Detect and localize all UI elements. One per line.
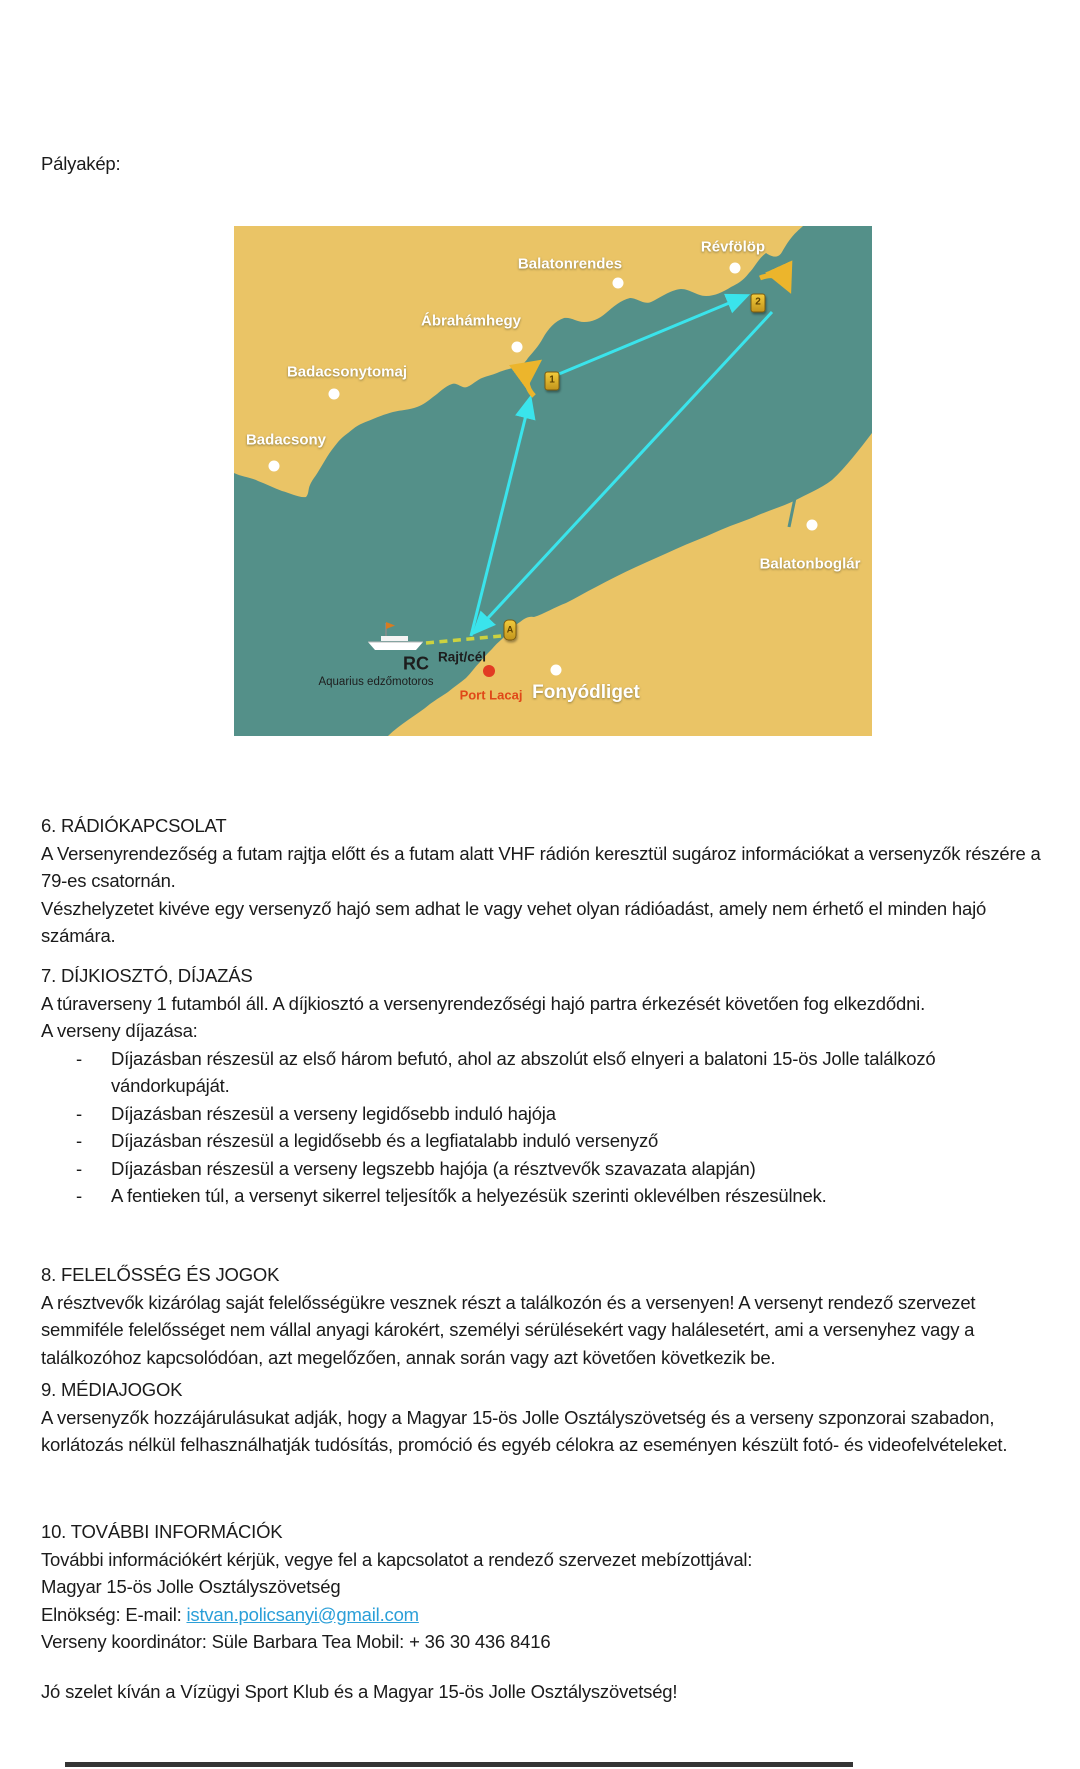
section-6-paragraph-2: Vészhelyzetet kivéve egy versenyző hajó sem adhat le vagy vehet olyan rádióadást, amely nem érhető el minden hajó számára. [41, 897, 987, 946]
closing-line: Jó szelet kíván a Vízügyi Sport Klub és a Magyar 15-ös Jolle Osztályszövetség! [41, 1681, 678, 1702]
email-link[interactable]: istvan.policsanyi@gmail.com [186, 1603, 419, 1625]
dot-revfolop [730, 263, 741, 274]
race-committee-boat [368, 622, 423, 650]
section-media [41, 1376, 1041, 1459]
mark2-rounding-arrow [760, 276, 788, 287]
label-start-finish: Rajt/cél [437, 649, 487, 665]
buoy-2: 2 [751, 294, 766, 313]
contact-email-line [41, 1601, 1041, 1629]
bullet-text: Díjazásban részesül a verseny legszebb hajója (a résztvevők szavazata alapján) [111, 1157, 756, 1179]
bullet-dash: - [76, 1130, 82, 1151]
bullet-dash: - [76, 1157, 82, 1179]
section-10-paragraph-2: Magyar 15-ös Jolle Osztályszövetség [41, 1576, 341, 1597]
course-map-caption: Pályakép: [41, 153, 121, 174]
bullet-text: Díjazásban részesül az első három befutó, ahol az abszolút első elnyeri a balatoni 15-ös Jolle találkozó vándorkupáját. [111, 1047, 936, 1096]
label-badacsony: Badacsony [245, 431, 327, 449]
dot-port-lacaj [483, 665, 495, 677]
start-finish-line [426, 636, 501, 643]
section-liability [41, 1261, 1041, 1371]
bullet-text: Díjazásban részesül a verseny legidősebb induló hajója [111, 1102, 556, 1124]
mark1-rounding-arrow [527, 364, 536, 396]
list-item [41, 1100, 1041, 1128]
buoy-1: 1 [545, 372, 560, 391]
label-badacsonytomaj: Badacsonytomaj [286, 363, 408, 381]
bullet-text: A fentieken túl, a versenyt sikerrel teljesítők a helyezésük szerinti oklevélben részesülnek. [111, 1185, 827, 1206]
dot-fonyodliget [551, 665, 562, 676]
section-7-paragraph-2: A verseny díjazása: [41, 1020, 198, 1041]
section-info [41, 1518, 1041, 1656]
section-9-paragraph-1: A versenyzők hozzájárulásukat adják, hogy a Magyar 15-ös Jolle Osztályszövetség és a verseny szponzorai szabadon, korlátozás nélkül felhasználhatják tudósítás, promóció és egyéb célokra az eseményen készült fotó- és videofelvételeket. [41, 1406, 1008, 1455]
section-10-paragraph-1: További információkért kérjük, vegye fel a kapcsolatot a rendező szervezet mebízottjával: [41, 1548, 753, 1570]
label-port-lacaj: Port Lacaj [459, 687, 523, 703]
section-10-heading: 10. TOVÁBBI INFORMÁCIÓK [41, 1521, 283, 1542]
section-8-heading: 8. FELELŐSSÉG ÉS JOGOK [41, 1264, 280, 1285]
section-9-heading: 9. MÉDIAJOGOK [41, 1379, 183, 1400]
section-6-paragraph-1: A Versenyrendezőség a futam rajtja előtt és a futam alatt VHF rádión keresztül sugároz információkat a versenyzők részére a 79-es csatornán. [41, 842, 1041, 891]
course-leg-1 [471, 399, 530, 636]
label-balatonrendes: Balatonrendes [517, 255, 623, 273]
label-balatonboglar: Balatonboglár [759, 555, 861, 573]
course-map-graphic [234, 226, 872, 736]
label-revfolop: Révfölöp [700, 238, 766, 256]
section-7-paragraph-1: A túraverseny 1 futamból áll. A díjkiosztó a versenyrendezőségi hajó partra érkezését követően fog elkezdődni. [41, 992, 926, 1014]
coordinator-line: Verseny koordinátor: Süle Barbara Tea Mobil: + 36 30 436 8416 [41, 1631, 551, 1652]
list-item [41, 1155, 1041, 1183]
label-abrahamhegy: Ábrahámhegy [420, 312, 522, 330]
dot-abrahamhegy [512, 342, 523, 353]
label-rc: RC [403, 653, 429, 674]
section-6-heading: 6. RÁDIÓKAPCSOLAT [41, 815, 227, 836]
section-7-heading: 7. DÍJKIOSZTÓ, DÍJAZÁS [41, 965, 253, 986]
prize-list [41, 1045, 1041, 1210]
section-8-paragraph-1: A résztvevők kizárólag saját felelősségükre vesznek részt a találkozón és a versenyen! A versenyt rendező szervezet semmiféle felelősséget nem vállal anyagi károkért, személyi sérülésekért vagy halálesetért, ami a versenyhez vagy a találkozóhoz kapcsolódóan, azt megelőzően, annak során vagy azt követően következik be. [41, 1291, 976, 1368]
list-item [41, 1127, 1041, 1155]
email-label: Elnökség: E-mail: [41, 1603, 187, 1625]
course-map [234, 226, 872, 736]
buoy-a: A [504, 620, 517, 641]
list-item [41, 1182, 1041, 1210]
bullet-dash: - [76, 1102, 82, 1124]
list-item [41, 1045, 1041, 1100]
dot-badacsonytomaj [329, 389, 340, 400]
bullet-dash: - [76, 1185, 82, 1206]
bullet-text: Díjazásban részesül a legidősebb és a legfiatalabb induló versenyző [111, 1130, 659, 1151]
page-bottom-divider [65, 1762, 853, 1767]
label-fonyodliget: Fonyódliget [532, 682, 640, 703]
section-radio [41, 812, 1041, 950]
bullet-dash: - [76, 1047, 82, 1069]
label-rc-boat-name: Aquarius edzőmotoros [318, 676, 434, 688]
boat-flag [386, 622, 395, 629]
dot-balatonboglar [807, 520, 818, 531]
dot-balatonrendes [613, 278, 624, 289]
dot-badacsony [269, 461, 280, 472]
section-prizes [41, 962, 1041, 1210]
